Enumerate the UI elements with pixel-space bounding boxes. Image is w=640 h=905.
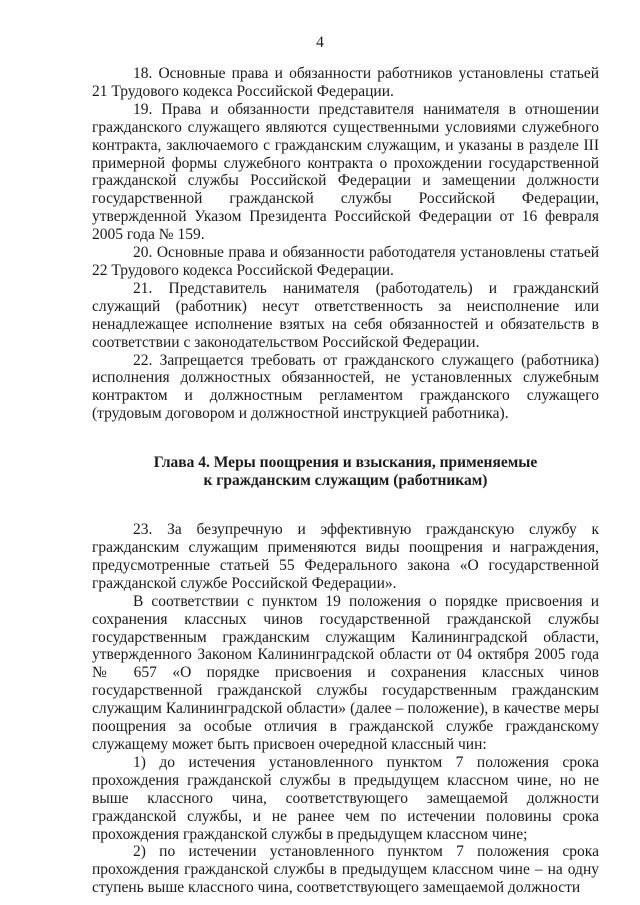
paragraph-22: 22. Запрещается требовать от гражданского служащего (работника) исполнения должностных обязанностей, не установленных служебным контрактом и должностным регламентом гражданского служащего (трудовым договором и должностной инструкцией работника). [92, 351, 599, 423]
paragraph-18: 18. Основные права и обязанности работников установлены статьей 21 Трудового кодекса Российской Федерации. [92, 65, 599, 100]
chapter-heading-line-1: Глава 4. Меры поощрения и взыскания, применяемые [153, 454, 538, 472]
chapter-heading-line-2: к гражданским служащим (работникам) [203, 472, 488, 490]
paragraph-19: 19. Права и обязанности представителя нанимателя в отношении гражданского служащего являются существенными условиями служебного контракта, заключаемого с гражданским служащим, и указаны в разделе III примерной формы служебного контракта о прохождении государственной гражданской службы Российской Федерации и замещении должности государственной гражданской службы Российской Федерации, утвержденной Указом Президента Российской Федерации от 16 февраля 2005 года № 159. [92, 100, 599, 244]
list-item-2: 2) по истечении установленного пунктом 7 положения срока прохождения гражданской службы в предыдущем классном чине – на одну ступень выше классного чина, соответствующего замещаемой должности [92, 843, 599, 897]
paragraph-classnyi-chin: В соответствии с пунктом 19 положения о порядке присвоения и сохранения классных чинов государственной гражданской службы государственным гражданским служащим Калининградской области, утвержденного Законом Калининградской области от 04 октября 2005 года № 657 «О порядке присвоения и сохранения классных чинов государственной гражданской службы государственным гражданским служащим Калининградской области» (далее – положение), в качестве меры поощрения за особые отличия в гражданской службе гражданскому служащему может быть присвоен очередной классный чин: [92, 592, 599, 753]
list-item-1: 1) до истечения установленного пунктом 7 положения срока прохождения гражданской службы в предыдущем классном чине, но не выше классного чина, соответствующего замещаемой должности гражданской службы, и не ранее чем по истечении половины срока прохождения гражданской службы в предыдущем классном чине; [92, 753, 599, 843]
paragraph-20: 20. Основные права и обязанности работодателя установлены статьей 22 Трудового кодекса Российской Федерации. [92, 244, 599, 279]
chapter-heading [92, 454, 599, 490]
paragraph-21: 21. Представитель нанимателя (работодатель) и гражданский служащий (работник) несут ответственность за неисполнение или ненадлежащее исполнение взятых на себя обязанностей и обязательств в соответствии с законодательством Российской Федерации. [92, 279, 599, 351]
paragraph-23: 23. За безупречную и эффективную гражданскую службу к гражданским служащим применяются виды поощрения и награждения, предусмотренные статьей 55 Федерального закона «О государственной гражданской службе Российской Федерации». [92, 521, 599, 592]
document-body [92, 65, 599, 897]
page-number: 4 [316, 34, 324, 51]
